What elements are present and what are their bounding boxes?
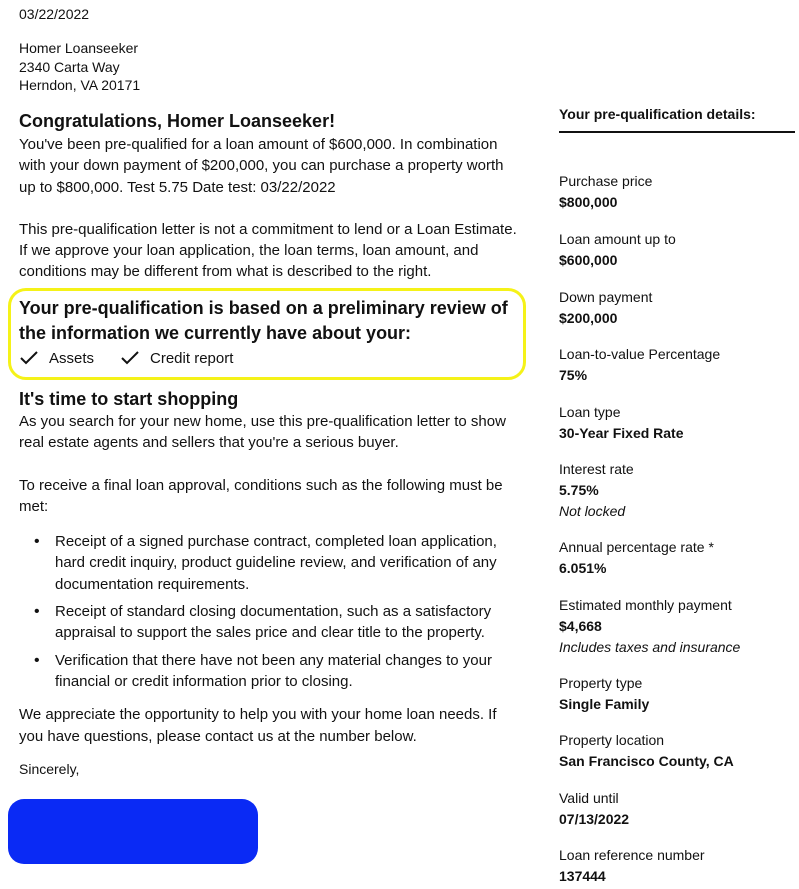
detail-label: Purchase price — [559, 173, 653, 189]
checkmark-icon — [120, 349, 142, 367]
detail-value: 5.75% — [559, 482, 599, 498]
sidebar-title: Your pre-qualification details: — [559, 106, 795, 133]
signature-redaction — [8, 799, 258, 864]
prequal-checklist — [19, 349, 259, 367]
detail-label: Loan reference number — [559, 847, 705, 863]
shopping-text: As you search for your new home, use this pre-qualification letter to show real estate agents and sellers that you're a serious buyer. — [19, 413, 506, 452]
prequal-item-credit-report — [120, 349, 233, 367]
prequal-basis-title: Your pre-qualification is based on a preliminary review of the information we currently have about your: — [19, 298, 508, 343]
detail-value: 07/13/2022 — [559, 811, 630, 827]
detail-value: 30-Year Fixed Rate — [559, 425, 684, 441]
detail-apr — [559, 537, 795, 579]
detail-property-type — [559, 673, 795, 715]
detail-label: Loan amount up to — [559, 231, 676, 247]
detail-value: 75% — [559, 367, 588, 383]
detail-value: 137444 — [559, 868, 606, 884]
detail-interest-rate — [559, 459, 795, 522]
checkmark-icon — [19, 349, 41, 367]
prequal-item-label: Assets — [49, 349, 95, 367]
condition-item: • Receipt of standard closing documentation, such as a satisfactory appraisal to support the sales price and clear title to the property. — [55, 601, 524, 644]
detail-value: $200,000 — [559, 310, 618, 326]
shopping-heading: It's time to start shopping — [19, 389, 239, 409]
detail-label: Interest rate — [559, 461, 634, 477]
detail-label: Property type — [559, 675, 643, 691]
letter-date: 03/22/2022 — [19, 6, 90, 22]
detail-label: Property location — [559, 732, 665, 748]
detail-label: Valid until — [559, 790, 619, 806]
detail-property-location — [559, 730, 795, 772]
detail-ltv — [559, 344, 795, 386]
detail-value: $800,000 — [559, 194, 618, 210]
disclaimer-text: This pre-qualification letter is not a commitment to lend or a Loan Estimate. If we approve your loan application, the loan terms, loan amount, and conditions may be different from what is described to the right. — [19, 220, 517, 281]
detail-value: $4,668 — [559, 618, 602, 634]
prequal-details-sidebar — [559, 106, 795, 887]
detail-label: Estimated monthly payment — [559, 597, 732, 613]
condition-item: • Verification that there have not been any material changes to your financial or credit information prior to closing. — [55, 650, 524, 693]
detail-label: Loan type — [559, 404, 621, 420]
detail-value: $600,000 — [559, 252, 618, 268]
detail-note: Not locked — [559, 503, 626, 519]
recipient-street: 2340 Carta Way — [19, 58, 120, 75]
detail-loan-reference — [559, 845, 795, 887]
detail-loan-type — [559, 402, 795, 444]
detail-value: Single Family — [559, 696, 650, 712]
recipient-name: Homer Loanseeker — [19, 40, 139, 56]
congrats-text: You've been pre-qualified for a loan amount of $600,000. In combination with your down payment of $200,000, you can purchase a property worth up to $800,000. Test 5.75 Date test: 03/22/2022 — [19, 136, 504, 196]
condition-item: • Receipt of a signed purchase contract, completed loan application, hard credit inquiry, product guideline review, and verification of any documentation requirements. — [55, 531, 524, 595]
detail-label: Loan-to-value Percentage — [559, 346, 721, 362]
conditions-intro: To receive a final loan approval, conditions such as the following must be met: — [19, 476, 503, 515]
detail-note: Includes taxes and insurance — [559, 639, 741, 655]
detail-monthly-payment — [559, 595, 795, 658]
detail-valid-until — [559, 788, 795, 830]
detail-purchase-price — [559, 171, 795, 213]
sincerely: Sincerely, — [19, 760, 80, 777]
detail-loan-amount — [559, 229, 795, 271]
detail-down-payment — [559, 287, 795, 329]
prequal-item-assets — [19, 349, 94, 367]
recipient-city: Herndon, VA 20171 — [19, 77, 141, 93]
detail-label: Annual percentage rate * — [559, 539, 714, 555]
recipient-address — [19, 39, 140, 95]
conditions-list — [19, 531, 524, 692]
letter-body — [19, 109, 524, 283]
detail-label: Down payment — [559, 289, 653, 305]
detail-value: San Francisco County, CA — [559, 753, 734, 769]
detail-value: 6.051% — [559, 560, 607, 576]
prequal-item-label: Credit report — [150, 349, 234, 367]
shopping-section — [19, 387, 524, 777]
congrats-heading: Congratulations, Homer Loanseeker! — [19, 111, 336, 131]
closing-text: We appreciate the opportunity to help you with your home loan needs. If you have questions, please contact us at the number below. — [19, 706, 497, 745]
